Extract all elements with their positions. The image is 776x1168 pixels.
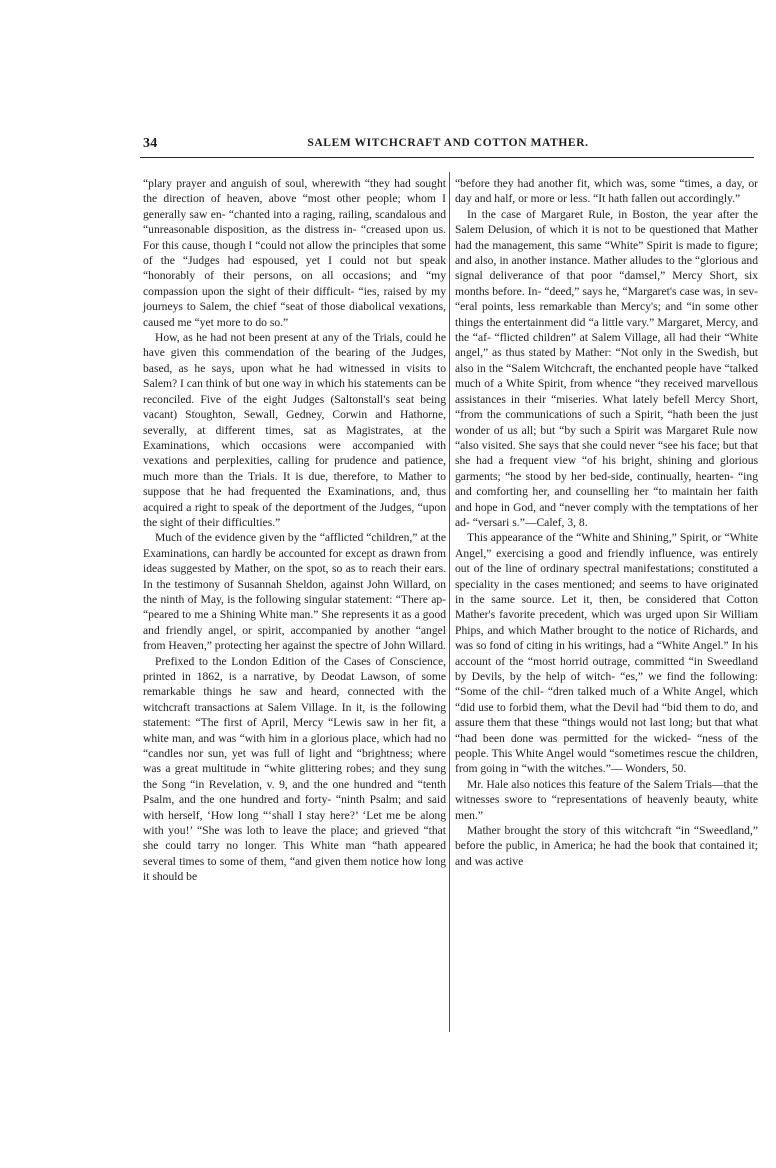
page-header [143,136,753,154]
right-column [455,176,758,869]
header-rule [140,157,754,158]
right-paragraph-1: “before they had another fit, which was, some “times, a day, or day and half, or more or less. “It hath fallen out accordingly.” [455,177,758,206]
left-paragraph-2: How, as he had not been present at any of the Trials, could he have given this commendation of the bearing of the Judges, based, as he says, upon what he had witnessed in visits to Salem? I can think of but one way in which his statements can be reconciled. Five of the eight Judges (Saltonstall's seat being vacant) Stoughton, Sewall, Gedney, Corwin and Hathorne, severally, at different times, sat as Magistrates, at the Examinations, which occasions were accompanied with vexations and perplexities, calling for prudence and patience, much more than the Trials. It is due, therefore, to Mather to suppose that he had frequented the Examinations, and, thus acquired a right to speak of the deportment of the Judges, “upon the sight of their difficulties.” [143,331,446,529]
right-paragraph-2: In the case of Margaret Rule, in Boston, the year after the Salem Delusion, of which it is not to be questioned that Mather had the management, this same “White” Spirit is made to figure; and also, in another instance. Mather alludes to the “glorious and signal deliverance of that poor “damsel,” Mercy Short, six months before. In- “deed,” says he, “Margaret's case was, in sev- “eral points, less remarkable than Mercy's; and “in some other things the entertainment did “a little vary.” Margaret, Mercy, and the “af- “flicted children” at Salem Village, all had their “White angel,” as thus stated by Mather: “Not only in the Swedish, but also in the “Salem Witchcraft, the enchanted people have “talked much of a White Spirit, from whence “they received marvellous assistances in their “miseries. What lately befell Mercy Short, “from the communications of such a Spirit, “hath been the just wonder of us all; but “by such a Spirit was Margaret Rule now “also visited. She says that she could never “see his face; but that she had a frequent view “of his bright, shining and glorious garments; “he stood by her bed-side, continually, hearten- “ing and comforting her, and counselling her “to maintain her faith and hope in God, and “never comply with the temptations of her ad- “versari s.”—Calef, 3, 8. [455,207,758,529]
left-paragraph-4: Prefixed to the London Edition of the Cases of Conscience, printed in 1862, is a narrative, by Deodat Lawson, of some remarkable things he saw and heard, connected with the witchcraft transactions at Salem Village. In it, is the following statement: “The first of April, Mercy “Lewis saw in her fit, a white man, and was “with him in a glorious place, which had no “candles nor sun, yet was full of light and “brightness; where was a great multitude in “white glittering robes; and they sung the Song “in Revelation, v. 9, and the one hundred and “tenth Psalm, and the one hundred and forty- “ninth Psalm; and said with herself, ‘How long “‘shall I stay here?’ ‘Let me be along with you!’ “She was loth to leave the place; and grieved “that she could tarry no longer. This White man “hath appeared several times to some of them, “and given them notice how long it should be [143,654,446,884]
left-column [143,176,446,885]
right-paragraph-4: Mr. Hale also notices this feature of the Salem Trials—that the witnesses swore to “representations of heavenly beauty, white men.” [455,777,758,822]
page-number: 34 [143,136,158,151]
left-paragraph-1: “plary prayer and anguish of soul, wherewith “they had sought the direction of heaven, above “most other people; whom I generally saw en- “chanted into a raging, railing, scandalous and “unreasonable disposition, as the distress in- “creased upon us. For this cause, though I “could not allow the principles that some of the “Judges had espoused, yet I could not but speak “honorably of their persons, on all occasions; and “my compassion upon the sight of their difficult- “ies, raised by my journeys to Salem, the chief “seat of those diabolical vexations, caused me “yet more to do so.” [143,177,446,329]
right-paragraph-5: Mather brought the story of this witchcraft “in “Sweedland,” before the public, in America; he had the book that contained it; and was active [455,824,758,868]
left-paragraph-3: Much of the evidence given by the “afflicted “children,” at the Examinations, can hardly be accounted for except as drawn from ideas suggested by Mather, on the spot, so as to reach their ears. In the testimony of Susannah Sheldon, against John Willard, on the ninth of May, is the following singular statement: “There ap- “peared to me a Shining White man.” She represents it as a good and friendly angel, or spirit, accompanied by another “angel from Heaven,” protecting her against the spectre of John Willard. [143,531,446,653]
right-paragraph-3: This appearance of the “White and Shining,” Spirit, or “White Angel,” exercising a good and friendly influence, was entirely out of the line of ordinary spectral manifestations; constituted a speciality in the cases mentioned; and seems to have originated in the same source. Let it, then, be considered that Cotton Mather's favorite precedent, which was urged upon Sir William Phips, and which Mather brought to the notice of Richards, and was so fond of citing in his writings, had a “White Angel.” In his account of the “most horrid outrage, committed “in Sweedland by Devils, by the help of witch- “es,” we find the following: “Some of the chil- “dren talked much of a White Angel, which “did use to forbid them, what the Devil had “bid them to do, and assure them that these “things would not last long; but that what “had been done was permitted for the wicked- “ness of the people. This White Angel would “sometimes rescue the children, from going in “with the witches.”— Wonders, 50. [455,531,758,776]
column-divider [449,172,450,1032]
running-title: SALEM WITCHCRAFT AND COTTON MATHER. [307,137,589,149]
